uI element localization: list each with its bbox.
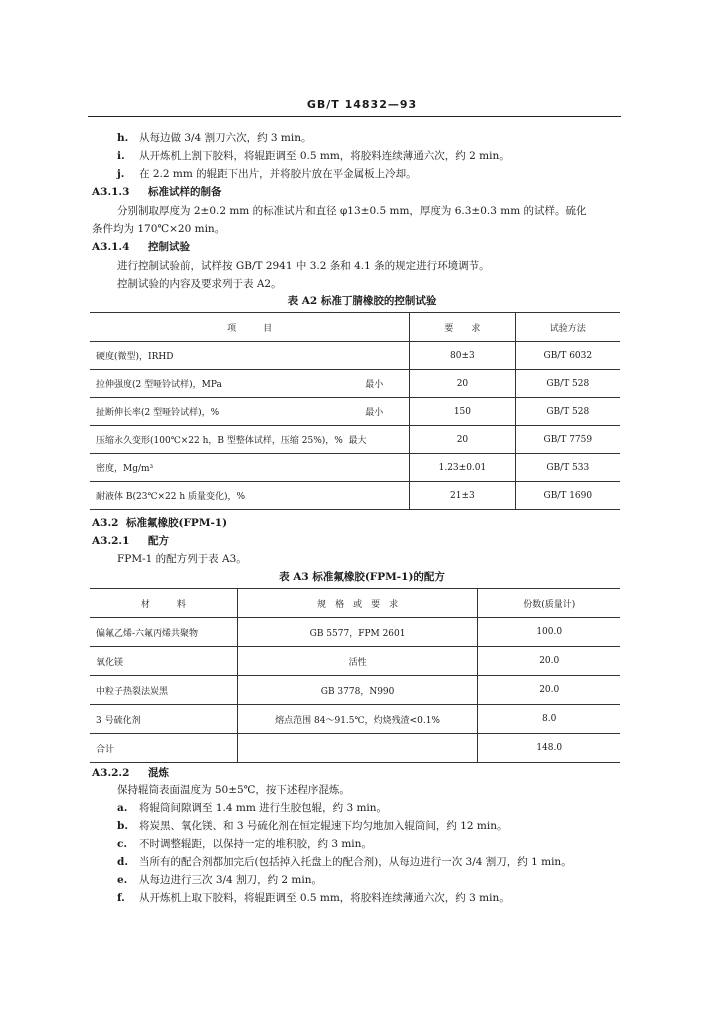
step-text: 将辊筒间隙调至 1.4 mm 进行生胶包辊，约 3 min。 bbox=[139, 802, 388, 814]
section-number: A3.1.4 bbox=[92, 241, 130, 253]
step-mark: f. bbox=[117, 892, 125, 904]
step-j bbox=[117, 167, 417, 181]
spec-cell: 活性 bbox=[237, 647, 478, 676]
step-mark: h. bbox=[117, 132, 129, 144]
table-a2 bbox=[90, 312, 620, 510]
requirement-cell: 1.23±0.01 bbox=[410, 454, 515, 482]
column-header: 材 料 bbox=[90, 589, 237, 618]
section-heading-a322 bbox=[92, 766, 169, 780]
condition-text: 最大 bbox=[348, 436, 367, 446]
column-header: 项 目 bbox=[90, 313, 410, 342]
table-row bbox=[90, 482, 620, 510]
step-text: 在 2.2 mm 的辊距下出片，并将胶片放在平金属板上冷却。 bbox=[139, 168, 417, 180]
item-text: 硬度(微型)，IRHD bbox=[96, 352, 174, 362]
table-row bbox=[90, 398, 620, 426]
section-heading-a321 bbox=[92, 534, 169, 548]
method-cell: GB/T 533 bbox=[515, 454, 620, 482]
step-text: 从每边做 3/4 割刀六次，约 3 min。 bbox=[139, 132, 312, 144]
section-heading-a32 bbox=[92, 516, 227, 530]
section-number: A3.2 bbox=[92, 517, 119, 529]
section-number: A3.1.3 bbox=[92, 186, 130, 198]
method-cell: GB/T 7759 bbox=[515, 426, 620, 454]
requirement-cell: 20 bbox=[410, 370, 515, 398]
item-cell bbox=[90, 426, 410, 454]
requirement-cell: 150 bbox=[410, 398, 515, 426]
table-row bbox=[90, 370, 620, 398]
parts-cell: 20.0 bbox=[478, 647, 620, 676]
step-a bbox=[117, 801, 387, 815]
page-header: GB/T 14832—93 bbox=[306, 98, 418, 111]
step-text: 将炭黑、氧化镁、和 3 号硫化剂在恒定辊速下均匀地加入辊筒间，约 12 min。 bbox=[139, 820, 508, 832]
item-text: 耐液体 B(23℃×22 h 质量变化)，% bbox=[96, 492, 246, 502]
step-text: 从开炼机上割下胶料，将辊距调至 0.5 mm，将胶料连续薄通六次，约 2 min。 bbox=[139, 150, 510, 162]
table-row bbox=[90, 676, 620, 705]
step-mark: j. bbox=[117, 168, 125, 180]
paragraph: 条件均为 170℃×20 min。 bbox=[92, 223, 226, 235]
table-a3 bbox=[90, 588, 620, 763]
step-text: 从每边进行三次 3/4 割刀，约 2 min。 bbox=[139, 874, 323, 886]
table-a2-title: 表 A2 标准丁腈橡胶的控制试验 bbox=[287, 295, 437, 307]
method-cell: GB/T 528 bbox=[515, 370, 620, 398]
method-cell: GB/T 6032 bbox=[515, 342, 620, 370]
spec-cell bbox=[237, 734, 478, 763]
step-text: 当所有的配合剂都加完后(包括掉入托盘上的配合剂)，从每边进行一次 3/4 割刀，约 1 min。 bbox=[139, 856, 572, 868]
table-row bbox=[90, 426, 620, 454]
paragraph: 分别制取厚度为 2±0.2 mm 的标准试片和直径 φ13±0.5 mm，厚度为 6.3±0.3 mm 的试样。硫化 bbox=[117, 205, 587, 217]
parts-cell: 148.0 bbox=[478, 734, 620, 763]
item-text: 压缩永久变形(100℃×22 h，B 型整体试样，压缩 25%)，% bbox=[96, 436, 343, 446]
item-cell bbox=[90, 454, 410, 482]
step-mark: c. bbox=[117, 838, 128, 850]
paragraph: FPM-1 的配方列于表 A3。 bbox=[117, 553, 247, 565]
section-heading-a314 bbox=[92, 240, 190, 254]
column-header: 试验方法 bbox=[515, 313, 620, 342]
step-mark: i. bbox=[117, 150, 125, 162]
material-cell: 合计 bbox=[90, 734, 237, 763]
section-title: 标准试样的制备 bbox=[148, 186, 222, 198]
method-cell: GB/T 1690 bbox=[515, 482, 620, 510]
column-header: 规 格 或 要 求 bbox=[237, 589, 478, 618]
column-header: 份数(质量计) bbox=[478, 589, 620, 618]
item-cell bbox=[90, 342, 410, 370]
condition-text: 最小 bbox=[365, 408, 384, 418]
parts-cell: 8.0 bbox=[478, 705, 620, 734]
table-row bbox=[90, 454, 620, 482]
section-number: A3.2.1 bbox=[92, 535, 130, 547]
section-title: 控制试验 bbox=[148, 241, 190, 253]
column-header: 要 求 bbox=[410, 313, 515, 342]
table-row bbox=[90, 734, 620, 763]
item-cell bbox=[90, 398, 410, 426]
item-text: 拉伸强度(2 型哑铃试样)，MPa bbox=[96, 380, 222, 390]
step-mark: a. bbox=[117, 802, 128, 814]
item-cell bbox=[90, 370, 410, 398]
step-text: 从开炼机上取下胶料，将辊距调至 0.5 mm，将胶料连续薄通六次，约 3 min。 bbox=[139, 892, 510, 904]
requirement-cell: 21±3 bbox=[410, 482, 515, 510]
spec-cell: GB 3778，N990 bbox=[237, 676, 478, 705]
step-c bbox=[117, 837, 372, 851]
requirement-cell: 20 bbox=[410, 426, 515, 454]
material-cell: 氧化镁 bbox=[90, 647, 237, 676]
table-row bbox=[90, 342, 620, 370]
table-row bbox=[90, 705, 620, 734]
section-title: 配方 bbox=[148, 535, 169, 547]
item-cell bbox=[90, 482, 410, 510]
step-e bbox=[117, 873, 322, 887]
step-mark: d. bbox=[117, 856, 128, 868]
table-header-row bbox=[90, 313, 620, 342]
parts-cell: 100.0 bbox=[478, 618, 620, 647]
section-title: 混炼 bbox=[148, 767, 169, 779]
section-heading-a313 bbox=[92, 185, 222, 199]
step-text: 不时调整辊距，以保持一定的堆积胶，约 3 min。 bbox=[139, 838, 372, 850]
step-i bbox=[117, 149, 510, 163]
table-a3-title: 表 A3 标准氟橡胶(FPM-1)的配方 bbox=[279, 571, 445, 583]
header-rule bbox=[88, 116, 621, 117]
step-mark: b. bbox=[117, 820, 128, 832]
material-cell: 3 号硫化剂 bbox=[90, 705, 237, 734]
step-f bbox=[117, 891, 510, 905]
step-b bbox=[117, 819, 507, 833]
table-row bbox=[90, 647, 620, 676]
method-cell: GB/T 528 bbox=[515, 398, 620, 426]
table-row bbox=[90, 618, 620, 647]
item-text: 扯断伸长率(2 型哑铃试样)，% bbox=[96, 408, 220, 418]
requirement-cell: 80±3 bbox=[410, 342, 515, 370]
material-cell: 中粒子热裂法炭黑 bbox=[90, 676, 237, 705]
section-number: A3.2.2 bbox=[92, 767, 130, 779]
paragraph: 保持辊筒表面温度为 50±5℃，按下述程序混炼。 bbox=[117, 784, 350, 796]
condition-text: 最小 bbox=[365, 380, 384, 390]
spec-cell: GB 5577，FPM 2601 bbox=[237, 618, 478, 647]
paragraph: 控制试验的内容及要求列于表 A2。 bbox=[117, 278, 282, 290]
step-mark: e. bbox=[117, 874, 128, 886]
paragraph: 进行控制试验前，试样按 GB/T 2941 中 3.2 条和 4.1 条的规定进行环境调节。 bbox=[117, 260, 490, 272]
section-title: 标准氟橡胶(FPM-1) bbox=[126, 517, 228, 529]
step-d bbox=[117, 855, 572, 869]
material-cell: 偏氟乙烯-六氟丙烯共聚物 bbox=[90, 618, 237, 647]
item-text: 密度，Mg/m³ bbox=[96, 464, 154, 474]
step-h bbox=[117, 131, 312, 145]
table-header-row bbox=[90, 589, 620, 618]
spec-cell: 熔点范围 84～91.5℃，灼烧残渣<0.1% bbox=[237, 705, 478, 734]
parts-cell: 20.0 bbox=[478, 676, 620, 705]
